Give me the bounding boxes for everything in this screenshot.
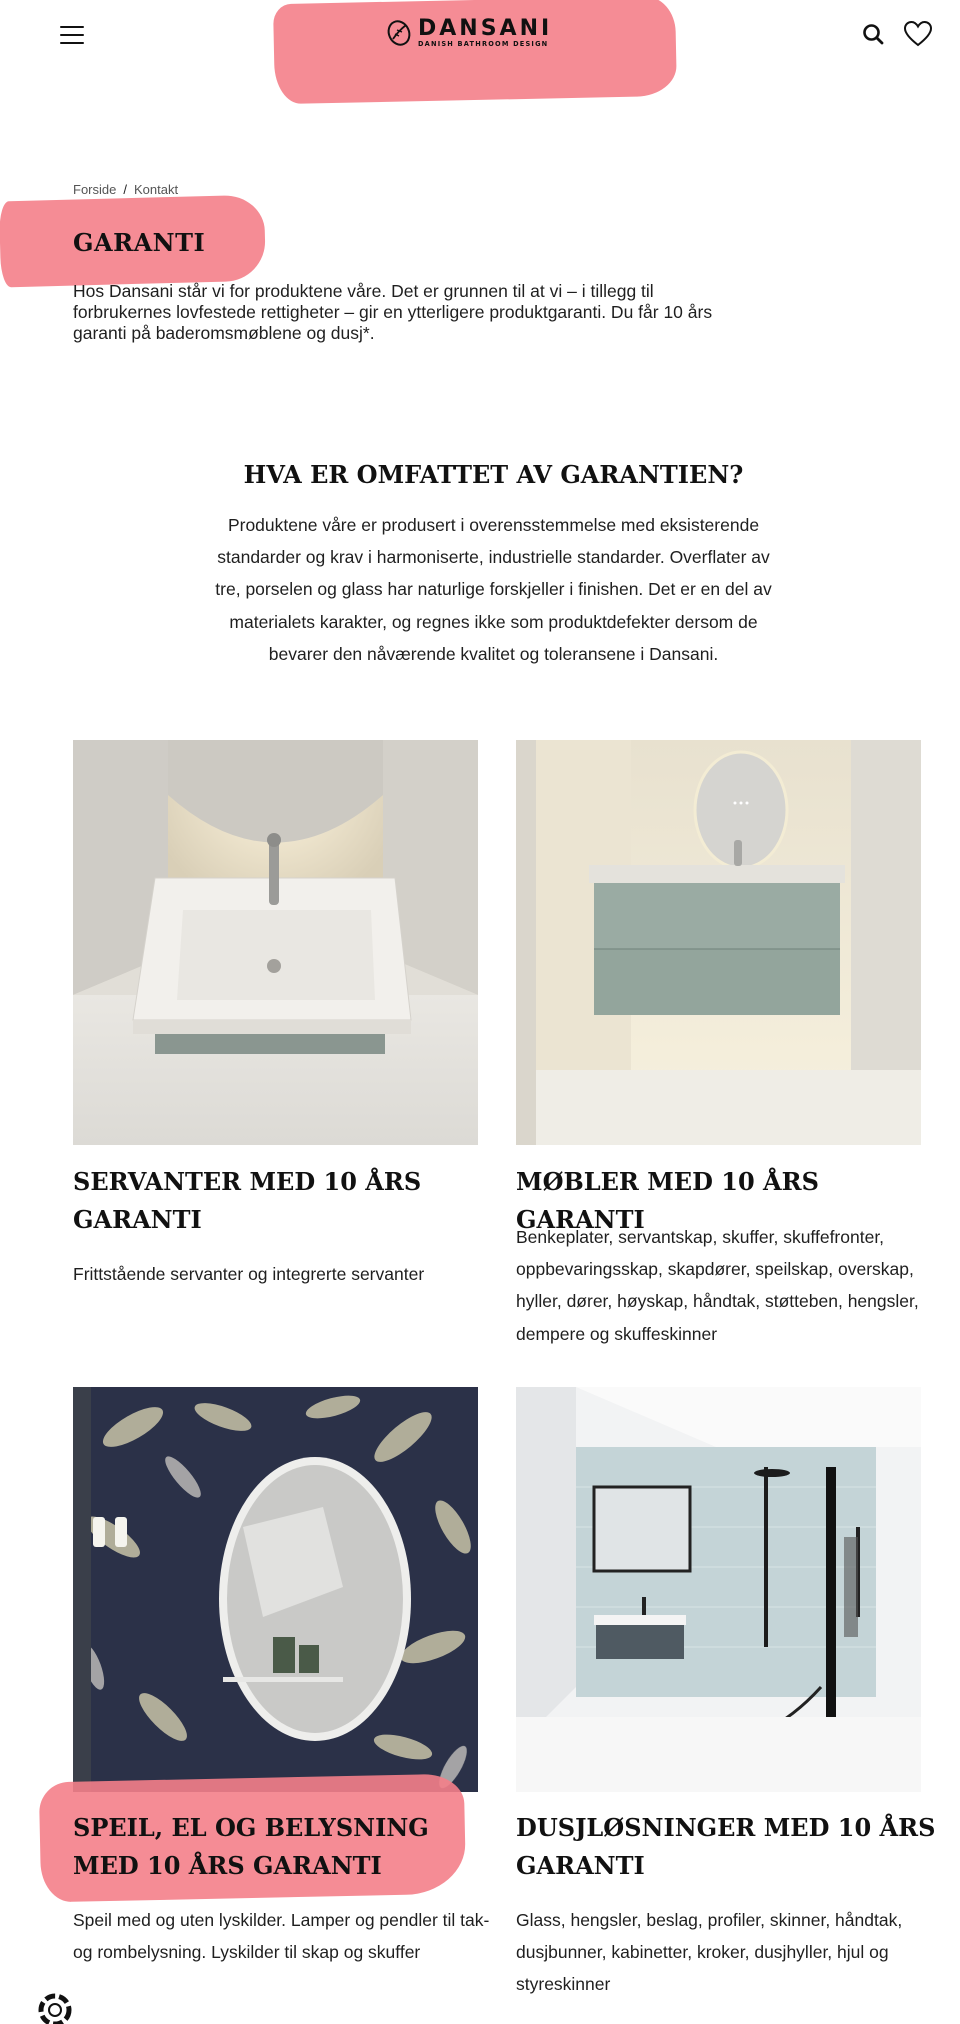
breadcrumb-separator: / bbox=[123, 182, 127, 197]
logo-name: DANSANI bbox=[418, 16, 553, 41]
page-title: GARANTI bbox=[73, 228, 206, 257]
dansani-logo[interactable] bbox=[386, 18, 552, 48]
hamburger-menu-icon[interactable] bbox=[60, 24, 84, 46]
card-text: Frittstående servanter og integrerte servanter bbox=[73, 1264, 425, 1284]
card-title: SPEIL, EL OG BELYSNING MED 10 ÅRS GARANTI bbox=[73, 1813, 429, 1880]
heart-icon[interactable] bbox=[903, 20, 933, 48]
breadcrumb-contact-link[interactable]: Kontakt bbox=[133, 182, 179, 197]
shower-image bbox=[516, 1387, 921, 1792]
card-text: Benkeplater, servantskap, skuffer, skuffefronter, oppbevaringsskap, skapdører, speilskap, overskap, hyller, dører, høyskap, håndtak, støtteben, hengsler, dempere og skuffeskinner bbox=[516, 1227, 919, 1344]
cabinet-image bbox=[516, 740, 921, 1145]
card-text: Glass, hengsler, beslag, profiler, skinner, håndtak, dusjbunner, kabinetter, kroker, dusjhyller, hjul og styreskinner bbox=[516, 1910, 903, 1995]
site-header bbox=[0, 0, 960, 80]
logo-mark-icon bbox=[386, 19, 412, 47]
intro-text: Hos Dansani står vi for produktene våre. Det er grunnen til at vi – i tillegg til forbrukernes lovfestede rettigheter – gir en ytterligere produktgaranti. Du får 10 års garanti på baderomsmøblene og dusj*. bbox=[73, 281, 713, 343]
search-icon[interactable] bbox=[862, 23, 884, 45]
breadcrumb-home-link[interactable]: Forside bbox=[73, 182, 117, 197]
breadcrumb bbox=[73, 182, 178, 197]
logo-tagline: DANISH BATHROOM DESIGN bbox=[418, 40, 549, 48]
card-title: DUSJLØSNINGER MED 10 ÅRS GARANTI bbox=[516, 1813, 936, 1880]
cookie-settings-icon[interactable] bbox=[38, 1993, 72, 2024]
coverage-title: HVA ER OMFATTET AV GARANTIEN? bbox=[243, 460, 744, 489]
mirror-image bbox=[73, 1387, 478, 1792]
coverage-text: Produktene våre er produsert i overensstemmelse med eksisterende standarder og krav i harmoniserte, industrielle standarder. Overflater av tre, porselen og glass har naturlige forskjeller i finishen. Det er en del av materialets karakter, og regnes ikke som produktdefekter dersom de bevarer den nåværende kvalitet og toleransene i Dansani. bbox=[215, 515, 772, 664]
logo-area[interactable] bbox=[274, 0, 676, 100]
card-title: MØBLER MED 10 ÅRS GARANTI bbox=[516, 1167, 819, 1234]
card-text: Speil med og uten lyskilder. Lamper og pendler til tak- og rombelysning. Lyskilder til skap og skuffer bbox=[73, 1910, 490, 1963]
card-title: SERVANTER MED 10 ÅRS GARANTI bbox=[73, 1167, 422, 1234]
sink-image bbox=[73, 740, 478, 1145]
